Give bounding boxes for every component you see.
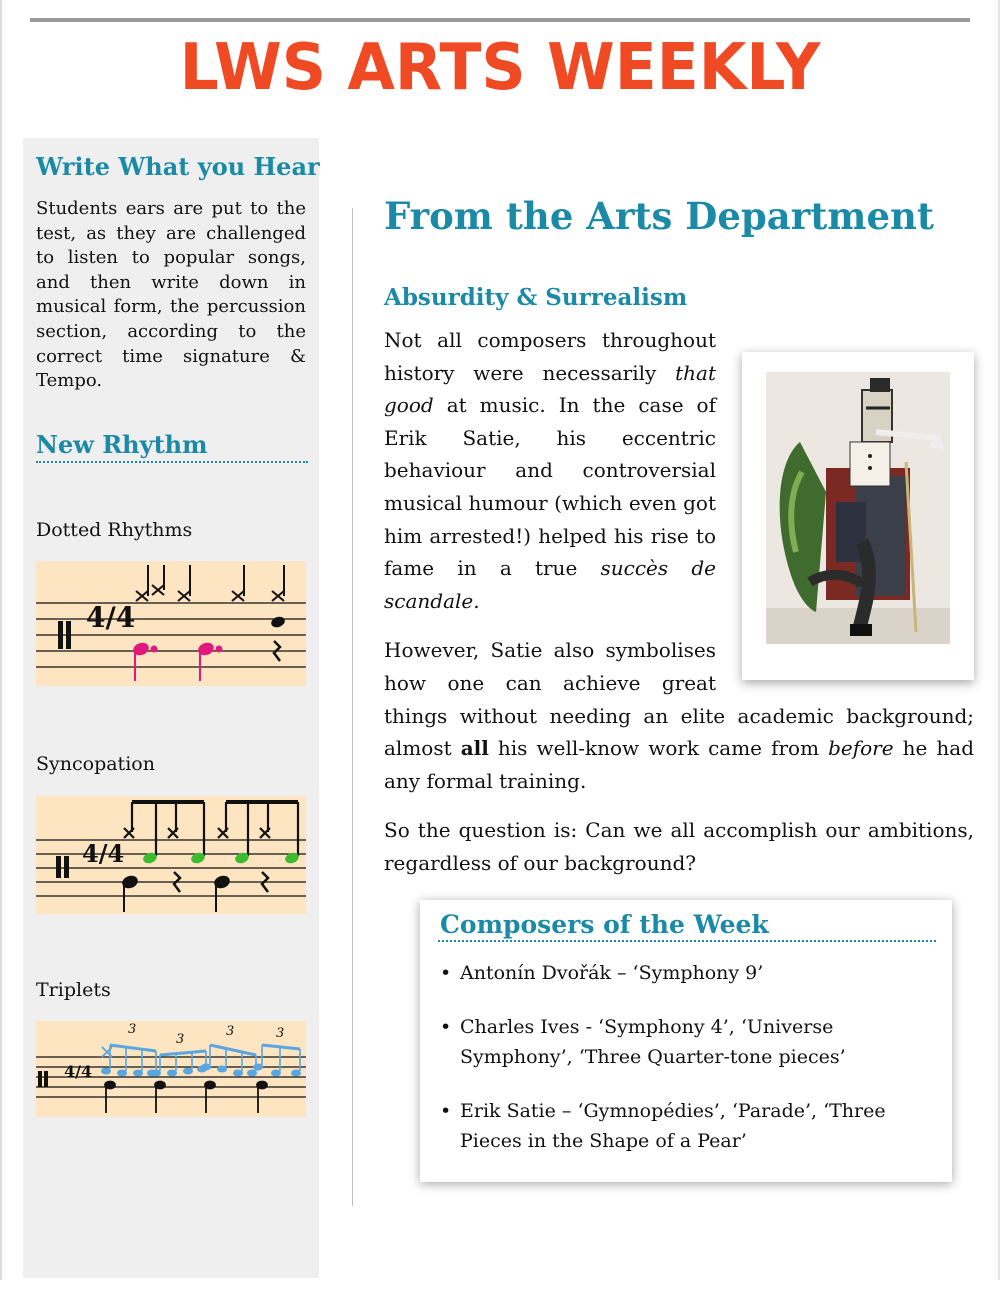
masthead-rule (30, 18, 970, 22)
bullet-icon: • (440, 1100, 452, 1122)
absurdity-surrealism-heading: Absurdity & Surrealism (384, 284, 688, 311)
article-paragraph-2: However, Satie also symbolises how one can achieve great things without needing an elite academic background; almost all his well-know work came from before he had any formal training. (384, 638, 975, 793)
page-border-left (0, 0, 2, 1280)
bullet-icon: • (440, 962, 452, 984)
write-what-you-hear-heading: Write What you Hear (36, 152, 320, 181)
arts-department-title: From the Arts Department (384, 194, 934, 238)
dotted-rhythms-label: Dotted Rhythms (36, 519, 193, 541)
composers-of-the-week-title: Composers of the Week (440, 910, 769, 939)
article-paragraph-1: Not all composers throughout history were necessarily that good at music. In the case of Erik Satie, his eccentric behaviour and controversial musical humour (which even got him arrested!) helped his rise to fame in a true succès de scandale. (384, 328, 716, 613)
triplets-notation (36, 1021, 306, 1117)
list-item: • Antonín Dvořák – ‘Symphony 9’ (440, 958, 940, 988)
article-body (384, 324, 974, 897)
composers-title-underline (438, 940, 936, 942)
bullet-icon: • (440, 1016, 452, 1038)
triplet-mark-3: 3 (226, 1024, 235, 1039)
composers-of-the-week-box (420, 900, 952, 1182)
new-rhythm-underline (36, 461, 308, 463)
triplet-mark-1: 3 (128, 1022, 137, 1037)
satie-sculpture-photo (766, 372, 950, 644)
syncopation-label: Syncopation (36, 753, 155, 775)
new-rhythm-heading: New Rhythm (36, 430, 208, 459)
list-item: • Charles Ives - ‘Symphony 4’, ‘Universe Symphony’, ‘Three Quarter-tone pieces’ (440, 1012, 940, 1072)
masthead-title: LWS ARTS WEEKLY (179, 31, 821, 105)
column-divider (352, 208, 353, 1206)
satie-sculpture-figure (742, 352, 974, 680)
syncopation-notation (36, 796, 306, 914)
triplets-label: Triplets (36, 979, 111, 1001)
time-sig-top: 4/4 (86, 601, 136, 634)
list-item: • Erik Satie – ‘Gymnopédies’, ‘Parade’, ‘Three Pieces in the Shape of a Pear’ (440, 1096, 940, 1156)
triplet-mark-4: 3 (276, 1026, 285, 1041)
time-sig-syncopation: 4/4 (82, 839, 125, 868)
write-what-you-hear-text: Students ears are put to the test, as they are challenged to listen to popular songs, and then write down in musical form, the percussion section, according to the correct time signature & Tempo. (36, 198, 306, 392)
composers-list (440, 958, 940, 1180)
article-paragraph-3: So the question is: Can we all accomplish our ambitions, regardless of our background? (384, 818, 974, 875)
dotted-rhythms-notation (36, 561, 306, 686)
triplet-mark-2: 3 (176, 1032, 185, 1047)
time-sig-triplets: 4/4 (64, 1062, 93, 1081)
